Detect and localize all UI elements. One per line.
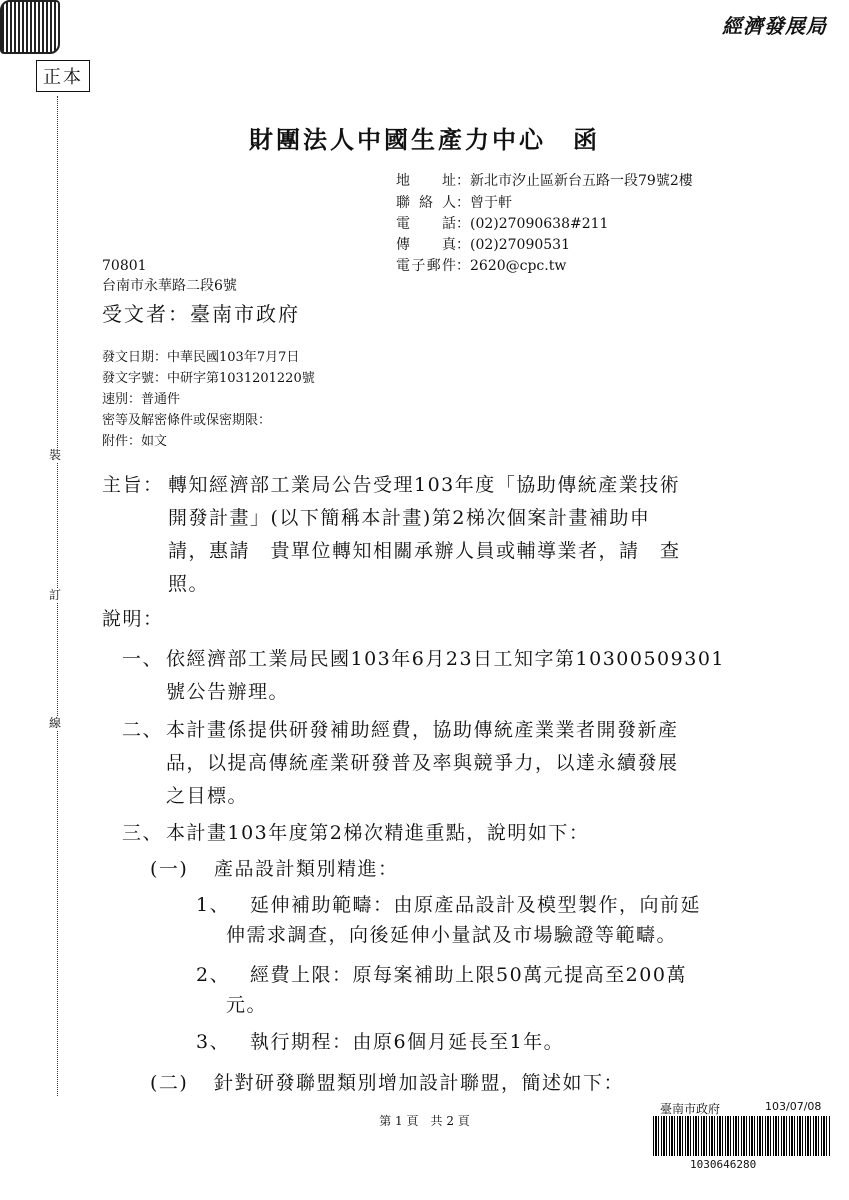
document-title: 財團法人中國生產力中心 函 [249,125,600,154]
contact-value: ：(02)27090531 [456,237,570,253]
item-marker: 一、 [122,648,164,670]
subject-line: 開發計畫」(以下簡稱本計畫)第2梯次個案計畫補助申 [168,507,651,529]
subitem-marker: (一) [150,858,189,880]
contact-value: ：(02)27090638#211 [456,216,609,232]
subitem-text: 針對研發聯盟類別增加設計聯盟，簡述如下： [214,1072,625,1094]
subitem-text: 產品設計類別精進： [214,858,399,880]
contact-email [396,255,566,275]
contact-label: 電話 [396,216,456,232]
item-line: 依經濟部工業局民國103年6月23日工知字第10300509301 [166,648,726,670]
receipt-stamp [0,0,60,54]
item-line: 品，以提高傳統產業研發普及率與競爭力，以達永續發展 [166,752,679,774]
item-line: 之目標。 [166,785,249,807]
item-line: 本計畫103年度第2梯次精進重點，說明如下： [166,822,590,844]
contact-person [396,192,512,212]
contact-address [396,170,693,190]
point-marker: 1、 [196,894,231,916]
page-number: 第 1 頁 共 2 頁 [379,1114,470,1128]
subject-line: 請，惠請 貴單位轉知相關承辦人員或輔導業者，請 查 [168,540,681,562]
item-marker: 二、 [122,719,164,741]
contact-label: 電子郵件 [396,258,456,274]
barcode [653,1116,831,1156]
item-marker: 三、 [122,822,164,844]
recipient: 受文者：臺南市政府 [102,302,300,326]
department-stamp: 經濟發展局 [722,14,827,38]
urgency: 速別：普通件 [102,392,181,407]
item-line: 本計畫係提供研發補助經費，協助傳統產業業者開發新產 [166,719,679,741]
contact-value: ：曾于軒 [456,195,512,211]
subitem-marker: (二) [150,1072,189,1094]
point-line: 伸需求調查，向後延伸小量試及市場驗證等範疇。 [226,924,678,946]
subject-line: 照。 [168,573,210,595]
attachment: 附件：如文 [102,434,168,449]
point-marker: 2、 [196,964,231,986]
point-line: 執行期程：由原6個月延長至1年。 [250,1031,565,1053]
contact-phone [396,213,608,233]
binding-mark-ding: 訂 [49,588,62,602]
contact-value: ：2620@cpc.tw [456,258,567,274]
zip-code: 70801 [102,258,147,274]
barcode-number: 1030646280 [690,1158,757,1171]
explanation-label: 說明： [102,608,164,630]
contact-value: ：新北市汐止區新台五路一段79號2樓 [456,173,693,189]
subject-label: 主旨： [102,474,164,496]
point-line: 元。 [226,994,268,1016]
subject-line: 轉知經濟部工業局公告受理103年度「協助傳統產業技術 [168,474,681,496]
contact-label: 聯絡人 [396,195,456,211]
received-date: 103/07/08 [765,1100,822,1113]
copy-label: 正本 [36,60,90,92]
item-line: 號公告辦理。 [166,681,290,703]
binding-mark-xian: 線 [49,716,62,730]
issue-number: 發文字號：中研字第1031201220號 [102,371,315,386]
binding-mark-zhuang: 裝 [49,448,62,462]
point-line: 經費上限：原每案補助上限50萬元提高至200萬 [250,964,687,986]
received-by: 臺南市政府 [660,1102,721,1116]
issue-date: 發文日期：中華民國103年7月7日 [102,350,300,365]
point-marker: 3、 [196,1031,231,1053]
recipient-address: 台南市永華路二段6號 [102,278,237,294]
contact-label: 地址 [396,173,456,189]
contact-label: 傳真 [396,237,456,253]
confidentiality: 密等及解密條件或保密期限： [102,413,272,428]
point-line: 延伸補助範疇：由原產品設計及模型製作，向前延 [250,894,702,916]
contact-fax [396,234,570,254]
